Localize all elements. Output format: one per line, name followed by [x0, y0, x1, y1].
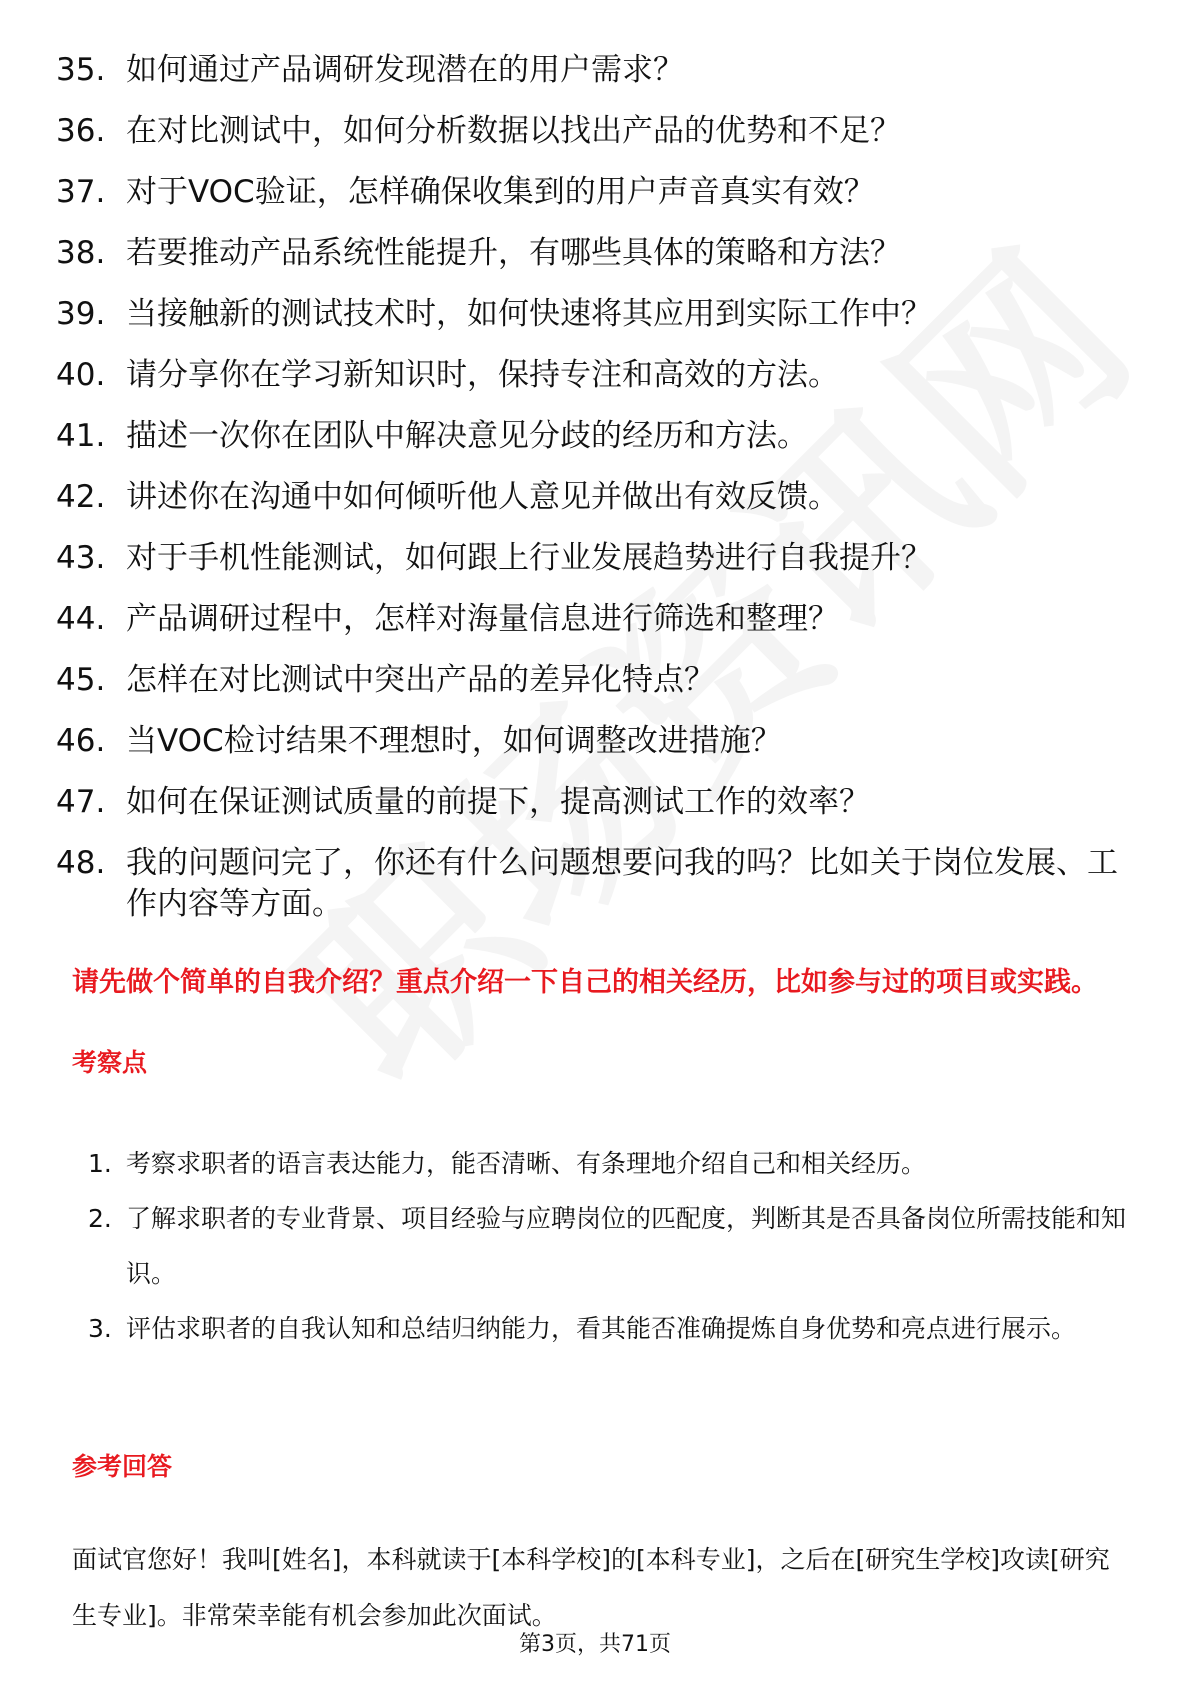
- question-number: 44.: [56, 601, 106, 637]
- assessment-section-title: 考察点: [72, 1048, 148, 1077]
- question-number: 47.: [56, 784, 106, 820]
- list-item: [56, 172, 1136, 213]
- question-number: 39.: [56, 296, 106, 332]
- list-item: [88, 1301, 1138, 1356]
- point-number: 3.: [88, 1314, 112, 1343]
- question-text: 请分享你在学习新知识时，保持专注和高效的方法。: [126, 357, 839, 393]
- question-list: [56, 50, 1136, 945]
- list-item: [56, 782, 1136, 823]
- question-number: 45.: [56, 662, 106, 698]
- question-text: 怎样在对比测试中突出产品的差异化特点？: [126, 662, 715, 698]
- point-number: 2.: [88, 1204, 112, 1233]
- question-number: 41.: [56, 418, 106, 454]
- question-number: 37.: [56, 174, 106, 210]
- list-item: [56, 416, 1136, 457]
- reference-answer-text: 面试官您好！我叫[姓名]，本科就读于[本科学校]的[本科专业]，之后在[研究生学校]攻读[研究生专业]。非常荣幸能有机会参加此次面试。: [72, 1545, 1110, 1630]
- list-item: [56, 477, 1136, 518]
- question-number: 36.: [56, 113, 106, 149]
- list-item: [56, 294, 1136, 335]
- question-number: 38.: [56, 235, 106, 271]
- list-item: [56, 660, 1136, 701]
- list-item: [56, 599, 1136, 640]
- assessment-points-list: [88, 1136, 1138, 1356]
- question-number: 43.: [56, 540, 106, 576]
- reference-section-title: 参考回答: [72, 1452, 173, 1481]
- question-number: 48.: [56, 845, 106, 881]
- question-text: 如何在保证测试质量的前提下，提高测试工作的效率？: [126, 784, 870, 820]
- question-number: 46.: [56, 723, 106, 759]
- list-item: [88, 1191, 1138, 1301]
- featured-question-heading: 请先做个简单的自我介绍？重点介绍一下自己的相关经历，比如参与过的项目或实践。: [72, 967, 1098, 998]
- question-text: 我的问题问完了，你还有什么问题想要问我的吗？比如关于岗位发展、工作内容等方面。: [126, 845, 1118, 922]
- list-item: [56, 843, 1136, 925]
- question-text: 如何通过产品调研发现潜在的用户需求？: [126, 52, 684, 88]
- question-text: 当VOC检讨结果不理想时，如何调整改进措施？: [126, 723, 782, 759]
- list-item: [56, 50, 1136, 91]
- question-text: 对于VOC验证，怎样确保收集到的用户声音真实有效？: [126, 174, 875, 210]
- point-text: 评估求职者的自我认知和总结归纳能力，看其能否准确提炼自身优势和亮点进行展示。: [126, 1314, 1077, 1343]
- question-text: 对于手机性能测试，如何跟上行业发展趋势进行自我提升？: [126, 540, 932, 576]
- list-item: [56, 721, 1136, 762]
- question-text: 产品调研过程中，怎样对海量信息进行筛选和整理？: [126, 601, 839, 637]
- point-text: 了解求职者的专业背景、项目经验与应聘岗位的匹配度，判断其是否具备岗位所需技能和知识。: [126, 1204, 1127, 1288]
- question-text: 当接触新的测试技术时，如何快速将其应用到实际工作中？: [126, 296, 932, 332]
- question-text: 若要推动产品系统性能提升，有哪些具体的策略和方法？: [126, 235, 901, 271]
- question-text: 在对比测试中，如何分析数据以找出产品的优势和不足？: [126, 113, 901, 149]
- list-item: [88, 1136, 1138, 1191]
- question-number: 40.: [56, 357, 106, 393]
- list-item: [56, 538, 1136, 579]
- point-number: 1.: [88, 1149, 112, 1178]
- page-footer: 第3页，共71页: [519, 1632, 671, 1657]
- list-item: [56, 355, 1136, 396]
- question-number: 35.: [56, 52, 106, 88]
- question-number: 42.: [56, 479, 106, 515]
- question-text: 讲述你在沟通中如何倾听他人意见并做出有效反馈。: [126, 479, 839, 515]
- point-text: 考察求职者的语言表达能力，能否清晰、有条理地介绍自己和相关经历。: [126, 1149, 927, 1178]
- question-text: 描述一次你在团队中解决意见分歧的经历和方法。: [126, 418, 808, 454]
- list-item: [56, 233, 1136, 274]
- list-item: [56, 111, 1136, 152]
